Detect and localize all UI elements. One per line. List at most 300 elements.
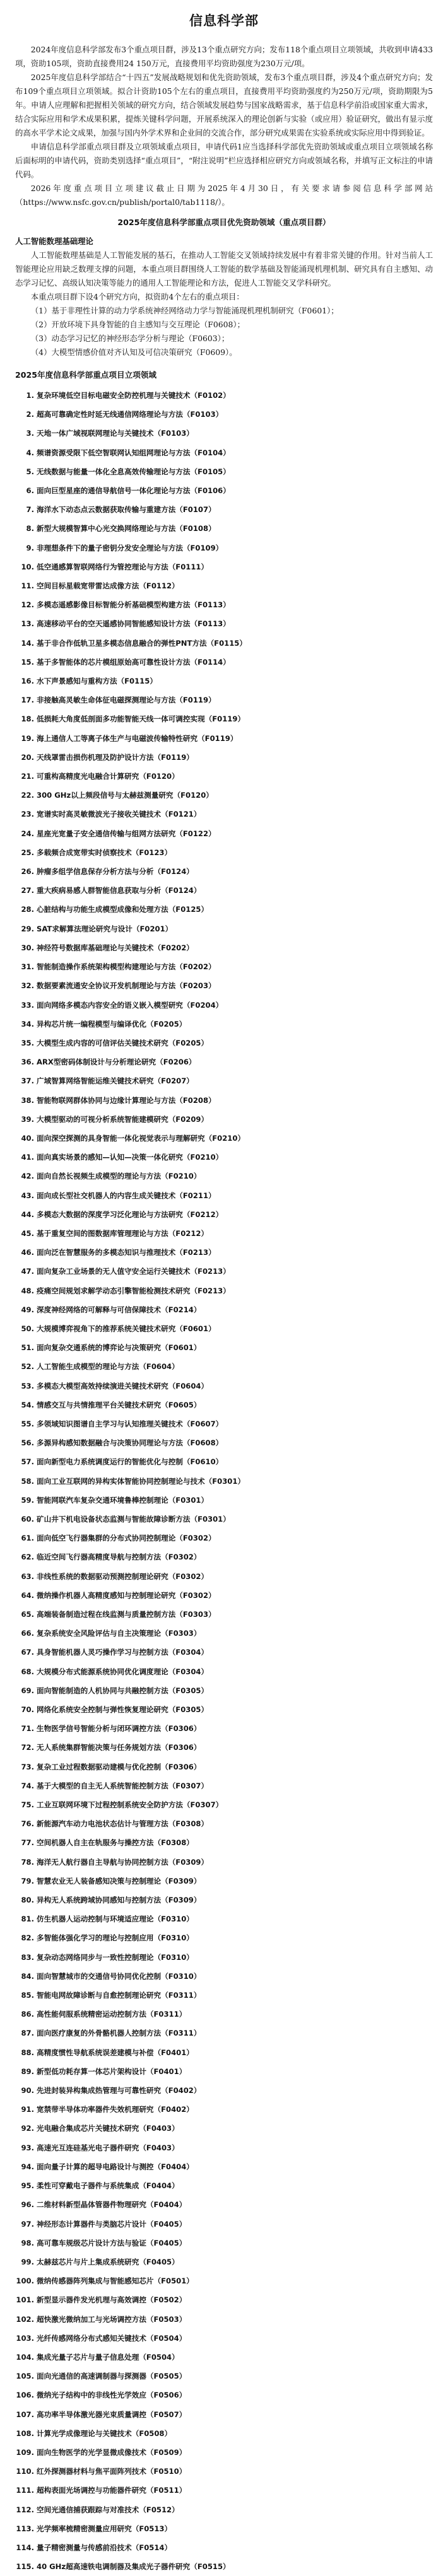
list-item (15, 2081, 433, 2100)
list-item-text: 光学频率梳精密测量应用研究（F0513） (37, 2524, 172, 2533)
list-item-text: 300 GHz以上频段信号与太赫兹测量研究（F0120） (37, 791, 213, 800)
list-item (15, 1015, 433, 1034)
list-item-text: 可重构高精度光电融合计算研究（F0120） (37, 772, 179, 781)
list-item-text: 智能制造操作系统架构模型构建理论与方法（F0202） (37, 962, 216, 972)
list-item-text: 面向智能制造的人机协同与共融控制方法（F0305） (37, 1686, 209, 1695)
list-item-text: 情感交互与共情推理平台关键技术研究（F0605） (37, 1400, 201, 1409)
list-item-number: 29. (21, 924, 34, 933)
list-item-text: 面向新型电力系统调度运行的智能优化与控制（F0610） (37, 1457, 223, 1467)
list-item-number: 63. (21, 1571, 34, 1581)
list-item (15, 1567, 433, 1586)
list-item-number: 91. (21, 2105, 34, 2114)
list-item-number: 39. (21, 1114, 34, 1124)
field-heading: 2025年度信息科学部重点项目立项领域 (15, 370, 156, 380)
list-item (15, 2405, 433, 2424)
list-item-text: SAT求解算法理论研究与设计（F0201） (37, 924, 173, 933)
list-item-text: 面向复杂工业场景的无人值守安全运行关键技术（F0213） (37, 1267, 230, 1276)
list-item (15, 843, 433, 862)
list-item-text: 新能源汽车动力电池状态估计与管理方法（F0308） (37, 1819, 209, 1829)
list-item (15, 1091, 433, 1110)
list-item-number: 22. (21, 791, 34, 800)
list-item-text: 多模态大模型高效持续演进关键技术研究（F0604） (37, 1381, 209, 1390)
list-item-number: 70. (21, 1705, 34, 1715)
intro-paragraph-3: 申请信息科学部重点项目群及立项领域重点项目，申请代码1应当选择科学部优先资助领域或重点项目立项领域名称后面标明的申请代码，资助类别选择“重点项目”，“附注说明”栏应选择相应研究方向或领域名称，并填写正文标注的申请代码。 (15, 142, 433, 179)
list-item-text: 无人系统集群智能决策与任务规划方法（F0306） (37, 1743, 201, 1752)
list-item-text: 新型低功耗存算一体芯片架构设计（F0401） (37, 2066, 187, 2076)
list-item (15, 653, 433, 672)
list-item-number: 23. (21, 810, 34, 819)
list-item (15, 424, 433, 443)
list-item-text: 广域智算网络智能运维关键技术研究（F0207） (37, 1076, 194, 1086)
list-item-number: 65. (21, 1610, 34, 1619)
list-item-number: 53. (21, 1381, 34, 1390)
list-item (15, 2329, 433, 2348)
list-item-text: 非接触高灵敏生命体征电磁探测理论与方法（F0119） (37, 696, 216, 705)
list-item (15, 691, 433, 709)
list-item (15, 1928, 433, 1947)
list-item-number: 3. (26, 429, 34, 438)
list-item-text: 多源异构感知数据融合与决策协同理论与方法（F0608） (37, 1438, 223, 1448)
list-item-text: 空间目标星载宽带雷达成像方法（F0112） (37, 581, 179, 591)
list-item-number: 67. (21, 1648, 34, 1657)
list-item-text: 新型大规模智算中心光交换网络理论与方法（F0108） (37, 524, 216, 533)
list-item-text: 高精度惯性导航系统误差建模与补偿（F0401） (37, 2048, 194, 2057)
list-item-text: 面向智慧城市的交通信号协同优化控制（F0310） (37, 1971, 201, 1981)
list-item-number: 6. (26, 486, 34, 496)
list-item (15, 996, 433, 1015)
list-item-number: 108. (16, 2428, 34, 2438)
list-item (15, 1986, 433, 2005)
list-item (15, 1967, 433, 1986)
list-item-number: 16. (21, 677, 34, 686)
list-item (15, 1300, 433, 1319)
list-item-number: 89. (21, 2066, 34, 2076)
list-item-text: 面向自然长视频生成模型的理论与方法（F0210） (37, 1172, 201, 1181)
list-item-number: 44. (21, 1209, 34, 1219)
list-item-number: 10. (21, 562, 34, 571)
list-item-number: 33. (21, 1000, 34, 1010)
list-item (15, 862, 433, 881)
list-item-text: ARX型密码体制设计与分析理论研究（F0206） (37, 1058, 196, 1067)
list-item-number: 90. (21, 2086, 34, 2095)
list-item-text: 面向真实场景的感知—认知—决策一体化研究（F0210） (37, 1153, 223, 1162)
list-item-text: 生物医学信号智能分析与闭环调控方法（F0306） (37, 1724, 201, 1734)
list-item-text: 多领域知识图谱自主学习与认知推理关键技术（F0607） (37, 1419, 223, 1428)
list-item-number: 72. (21, 1743, 34, 1752)
list-item-number: 35. (21, 1038, 34, 1047)
list-item-text: 智能网联汽车复杂交通环境鲁棒控制理论（F0301） (37, 1495, 209, 1505)
list-item (15, 2443, 433, 2462)
list-item-text: 非线性系统的数据驱动预测控制理论研究（F0302） (37, 1571, 209, 1581)
list-item-text: 面向巨型星座的通信导航信号一体化理论与方法（F0106） (37, 486, 230, 496)
list-item-number: 104. (16, 2352, 34, 2362)
list-item-text: 工业互联网环境下过程控制系统安全防护方法（F0307） (37, 1800, 223, 1810)
list-item (15, 481, 433, 500)
page-title: 信息科学部 (189, 13, 259, 28)
list-item-number: 107. (16, 2410, 34, 2419)
list-item-text: 40 GHz超高速铁电调制器及集成光子器件研究（F0515） (37, 2562, 230, 2572)
list-item-number: 88. (21, 2048, 34, 2057)
list-item-text: 智能电网故障诊断与自愈控制理论研究（F0311） (37, 1991, 201, 2000)
list-item (15, 1853, 433, 1872)
list-item-number: 113. (16, 2524, 34, 2533)
list-item-number: 56. (21, 1438, 34, 1448)
list-item (15, 1167, 433, 1186)
list-item (15, 2271, 433, 2290)
list-item (15, 1338, 433, 1357)
intro-paragraph-4-text: 2026年度重点项目立项建议截止日期为2025年4月30日，有关要求请参阅信息科学部网站（ (15, 184, 433, 207)
list-item-text: 面向低空飞行器集群的分布式协同控制理论（F0302） (37, 1534, 216, 1543)
research-direction: （3）动态学习记忆的神经形态学分析与理论（F0603）； (30, 334, 230, 343)
list-item (15, 2195, 433, 2214)
list-item (15, 1738, 433, 1757)
list-item (15, 1624, 433, 1643)
list-item-number: 59. (21, 1495, 34, 1505)
list-item-number: 20. (21, 752, 34, 762)
list-item (15, 614, 433, 633)
list-item-number: 96. (21, 2200, 34, 2210)
list-item-text: 基于重复空间的图数据库管理理论与方法（F0212） (37, 1228, 209, 1238)
list-item-text: 集成光量子芯片与量子信息处理（F0504） (37, 2352, 179, 2362)
list-item-number: 5. (26, 467, 34, 476)
list-item (15, 1052, 433, 1071)
list-item (15, 2481, 433, 2500)
list-item-text: 星座光宽量子安全通信传输与组网方法研究（F0122） (37, 829, 216, 838)
list-item-number: 25. (21, 848, 34, 857)
list-item-number: 85. (21, 1991, 34, 2000)
list-item-text: 量子精密测量与传感前沿技术（F0514） (37, 2543, 172, 2552)
list-item-text: 面向工业互联网的异构实体智能协同控制理论与技术（F0301） (37, 1476, 245, 1486)
list-item-number: 51. (21, 1343, 34, 1353)
list-item-number: 7. (26, 505, 34, 515)
list-item-text: 心脏结构与功能生成模型成像和处理方法（F0125） (37, 905, 209, 914)
list-item-number: 77. (21, 1838, 34, 1848)
list-item-text: 频谱资源受限下低空智联网认知组网理论与方法（F0104） (37, 448, 230, 457)
list-item-number: 8. (26, 524, 34, 533)
list-item (15, 1776, 433, 1795)
list-item (15, 786, 433, 805)
field-list (15, 386, 433, 2576)
list-item-text: 面向泛在智慧服务的多模态知识与推理技术（F0213） (37, 1248, 216, 1257)
list-item (15, 2500, 433, 2519)
list-item (15, 1472, 433, 1491)
list-item-text: 低空通感算智联网络行为管控理论与方法（F0111） (37, 562, 209, 571)
list-item-text: 基于非合作低轨卫星多模态信息融合的弹性PNT方法（F0115） (37, 638, 247, 648)
list-item-text: 面向生物医学的光学显微成像技术（F0509） (37, 2447, 187, 2457)
list-item-text: 超快激光微纳加工与光场调控方法（F0503） (37, 2314, 187, 2324)
list-item-number: 66. (21, 1629, 34, 1638)
list-item-number: 28. (21, 905, 34, 914)
list-item (15, 1262, 433, 1281)
list-item (15, 1529, 433, 1547)
list-item-text: 太赫兹芯片与片上集成系统研究（F0405） (37, 2257, 179, 2266)
list-item-text: 超高可靠确定性时延无线通信网络理论与方法（F0103） (37, 410, 223, 419)
list-item-number: 52. (21, 1362, 34, 1372)
list-item (15, 2005, 433, 2024)
list-item-number: 11. (21, 581, 34, 591)
list-item-number: 105. (16, 2372, 34, 2381)
list-item-text: 重大疾病易感人群智能信息获取与分析（F0124） (37, 886, 201, 895)
list-item (15, 1377, 433, 1396)
list-item-number: 64. (21, 1590, 34, 1600)
list-item (15, 386, 433, 405)
list-item (15, 1433, 433, 1452)
intro-section (15, 43, 433, 209)
list-item-number: 78. (21, 1857, 34, 1867)
list-item (15, 1510, 433, 1529)
list-item (15, 595, 433, 614)
list-item-number: 34. (21, 1019, 34, 1029)
list-item-text: 无线数据与能量一体化全息高效传输理论与方法（F0105） (37, 467, 230, 476)
group-name: 人工智能数理基础理论 (15, 236, 93, 246)
list-item-number: 57. (21, 1457, 34, 1467)
list-item (15, 2062, 433, 2081)
list-item-text: 复杂系统安全风险评估与自主决策理论（F0303） (37, 1629, 201, 1638)
list-item-text: 智慧农业无人装备感知决策与控制理论（F0309） (37, 1876, 201, 1885)
list-item-text: 超构表面光场调控与功能器件研究（F0511） (37, 2486, 187, 2495)
list-item-number: 54. (21, 1400, 34, 1409)
list-item-text: 多模态大数据的深度学习泛化理论与方法研究（F0212） (37, 1209, 223, 1219)
list-item (15, 2557, 433, 2576)
list-item-text: 高功率半导体激光器光束质量调控（F0507） (37, 2410, 187, 2419)
list-item (15, 1129, 433, 1148)
list-item (15, 1281, 433, 1300)
list-item-text: 微纳操作机器人高精度感知与控制理论研究（F0302） (37, 1590, 216, 1600)
list-item-text: 高速移动平台的空天遥感协同智能感知设计方法（F0113） (37, 619, 230, 629)
list-item-number: 61. (21, 1534, 34, 1543)
research-direction: （4）大模型情感价值对齐认知及可信决策研究（F0609）。 (30, 347, 237, 357)
list-item (15, 805, 433, 824)
research-direction: （2）开放环境下具身智能的自主感知与交互理论（F0608）； (30, 320, 245, 329)
list-item-number: 110. (16, 2467, 34, 2476)
list-item-text: 大规模博弈视角下的推荐系统关键技术研究（F0601） (37, 1324, 216, 1333)
list-item-text: 复杂动态网络同步与一致性控制理论（F0310） (37, 1952, 194, 1962)
list-item (15, 2519, 433, 2538)
list-item-text: 高性能伺服系统精密运动控制方法（F0311） (37, 2010, 187, 2019)
list-item (15, 576, 433, 595)
project-group (15, 235, 433, 359)
list-item-number: 86. (21, 2010, 34, 2019)
list-item-number: 103. (16, 2333, 34, 2343)
list-item-number: 15. (21, 657, 34, 667)
list-item-number: 31. (21, 962, 34, 972)
list-item (15, 1795, 433, 1814)
list-item (15, 2100, 433, 2119)
list-item (15, 938, 433, 957)
list-item-text: 复杂环境低空目标电磁安全防控机理与关键技术（F0102） (37, 391, 230, 400)
list-item (15, 1891, 433, 1909)
list-item (15, 1396, 433, 1414)
list-item (15, 748, 433, 767)
list-item-number: 9. (26, 543, 34, 552)
list-item-number: 27. (21, 886, 34, 895)
list-item-text: 基于多智能体的芯片模组原始高可靠性设计方法（F0114） (37, 657, 230, 667)
list-item (15, 2157, 433, 2176)
list-item (15, 1700, 433, 1719)
list-item (15, 919, 433, 938)
list-item-text: 海洋无人航行器自主导航与协同控制方法（F0309） (37, 1857, 209, 1867)
list-item-number: 87. (21, 2029, 34, 2038)
list-item (15, 1814, 433, 1833)
list-item (15, 1110, 433, 1129)
list-item (15, 900, 433, 919)
nsfc-website-link[interactable]: https://www.nsfc.gov.cn/publish/portal0/tab1118/ (23, 197, 218, 207)
list-item-text: 面向成长型社交机器人的内容生成关键技术（F0211） (37, 1191, 216, 1200)
list-item-text: 神经形态计算器件与类脑芯片设计（F0405） (37, 2219, 187, 2229)
list-item (15, 634, 433, 653)
list-item-number: 98. (21, 2238, 34, 2247)
list-item-text: 多智能体强化学习的理论与控制应用（F0310） (37, 1933, 194, 1943)
list-item-number: 38. (21, 1095, 34, 1105)
list-item (15, 462, 433, 481)
list-item-text: 天线罩雷击损伤机理及防护设计方法（F0119） (37, 752, 194, 762)
group-plan: 本重点项目群下设4个研究方向，拟资助4个左右的重点项目： (30, 292, 244, 301)
list-item (15, 2043, 433, 2062)
list-item-number: 106. (16, 2391, 34, 2400)
list-item (15, 1357, 433, 1376)
list-item (15, 1071, 433, 1090)
list-item-number: 46. (21, 1248, 34, 1257)
list-item-number: 100. (16, 2276, 34, 2286)
list-item-number: 62. (21, 1553, 34, 1562)
list-item-number: 71. (21, 1724, 34, 1734)
list-item-text: 微纳光子结构中的非线性光学效应（F0506） (37, 2391, 187, 2400)
list-item-number: 48. (21, 1286, 34, 1295)
list-item-number: 21. (21, 772, 34, 781)
list-item (15, 1491, 433, 1510)
list-item-number: 114. (16, 2543, 34, 2552)
list-item-text: 水下声景感知与重构方法（F0115） (37, 677, 157, 686)
list-item (15, 1643, 433, 1662)
list-item-number: 68. (21, 1667, 34, 1676)
list-item (15, 2253, 433, 2271)
list-item-number: 19. (21, 733, 34, 743)
list-item (15, 1872, 433, 1891)
list-item (15, 2119, 433, 2138)
list-item-text: 异构芯片统一编程模型与编译优化（F0205） (37, 1019, 187, 1029)
list-item-text: 空间光通信捕获跟踪与对准技术（F0512） (37, 2505, 179, 2514)
list-item-number: 1. (26, 391, 34, 400)
list-item (15, 519, 433, 538)
list-item (15, 1414, 433, 1433)
list-item-number: 24. (21, 829, 34, 838)
list-item (15, 672, 433, 691)
list-item-text: 红外探测器材料与焦平面阵列技术（F0510） (37, 2467, 187, 2476)
list-item-text: 面向复杂交通系统的博弈论与决策研究（F0601） (37, 1343, 201, 1353)
list-item-text: 大模型生成内容的可信评估关键技术研究（F0205） (37, 1038, 209, 1047)
list-item-text: 面向光通信的高速调制器与探测器（F0505） (37, 2372, 187, 2381)
list-item-number: 112. (16, 2505, 34, 2514)
list-item-number: 4. (26, 448, 34, 457)
list-item (15, 1034, 433, 1052)
list-item-number: 40. (21, 1133, 34, 1143)
list-item-text: 面向量子计算的超导电路设计与测控（F0404） (37, 2162, 194, 2171)
list-item (15, 2538, 433, 2557)
list-item (15, 1681, 433, 1700)
list-item-text: 异构无人系统跨域协同感知与控制方法（F0309） (37, 1896, 201, 1905)
list-item-text: 神经符号数据库基础理论与关键技术（F0202） (37, 943, 194, 952)
list-item (15, 405, 433, 424)
intro-paragraph-2: 2025年度信息科学部结合“十四五”发展战略规划和优先资助领域，发布3个重点项目群，涉及4个重点研究方向；发布109个重点项目立项领域。拟合计资助105个左右的重点项目，直接费用平均资助强度约为250万元/项，资助期限为5年。申请人应理解和把握相关领域的研究方向，结合领域发展趋势与国家战略需求，基于信息科学前沿或国家重大需求，结合实际应用和学术成果积累，提炼关键科学问题，开展系统深入的理论创新与实验（或应用）验证研究，做出有显示度的高水平学术论文成果，加强与国内外学术界和企业间的交流合作，部分研究成果需在实验系统或实际应用中得到验证。 (15, 73, 433, 137)
list-item (15, 957, 433, 976)
list-item-number: 99. (21, 2257, 34, 2266)
list-item-text: 宽禁带半导体功率器件失效机理研究（F0402） (37, 2105, 194, 2114)
list-item (15, 1662, 433, 1681)
list-item (15, 557, 433, 576)
list-item (15, 2024, 433, 2043)
list-item-text: 基于大模型的自主无人系统智能控制方法（F0307） (37, 1781, 209, 1790)
list-item-text: 深度神经网络的可解释与可信保障技术（F0214） (37, 1305, 201, 1314)
list-item-text: 海洋水下动态点云数据获取传输与重建方法（F0107） (37, 505, 216, 515)
list-item-number: 30. (21, 943, 34, 952)
list-item-text: 天地一体广域视联网理论与关键技术（F0103） (37, 429, 194, 438)
list-item (15, 1243, 433, 1262)
list-item (15, 2386, 433, 2404)
list-item-number: 55. (21, 1419, 34, 1428)
list-item-text: 疫痛空间规划求解学动态引擎智能检测技术研究（F0213） (37, 1286, 230, 1295)
list-item (15, 1948, 433, 1967)
list-item-text: 先进封装异构集成热管理与可靠性研究（F0402） (37, 2086, 201, 2095)
list-item-number: 69. (21, 1686, 34, 1695)
list-item (15, 1224, 433, 1243)
list-item (15, 1757, 433, 1776)
list-item (15, 2424, 433, 2443)
list-item-number: 42. (21, 1172, 34, 1181)
research-direction: （1）基于非理性计算的动力学系统神经网络动力学与智能涌现机理机制研究（F0601）； (30, 306, 339, 315)
list-item-number: 75. (21, 1800, 34, 1810)
list-item-text: 低损耗大角度低剖面多功能智能天线一体可调控实现（F0119） (37, 714, 245, 724)
list-item-number: 109. (16, 2447, 34, 2457)
list-item-text: 新型显示器件发光机理与高效调控（F0502） (37, 2295, 187, 2305)
group-description: 人工智能数理基础是人工智能发展的基石，在推动人工智能交叉领域持续发展中有着非常关键的作用。针对当前人工智能理论应用缺乏数理支撑的问题，本重点项目群围绕人工智能的数学基础及智能涌现机理机制、研究具有自主感知、动态学习记忆、高级认知决策等能力的通用人工智能理论和方法，促进人工智能交叉学科研究。 (15, 250, 433, 288)
list-item-number: 13. (21, 619, 34, 629)
list-item-text: 多载频合成宽带实时侦察技术（F0123） (37, 848, 172, 857)
list-item (15, 1586, 433, 1605)
list-item (15, 1605, 433, 1624)
list-item (15, 2138, 433, 2157)
list-item-number: 76. (21, 1819, 34, 1829)
intro-paragraph-1: 2024年度信息科学部发布3个重点项目群，涉及13个重点研究方向；发布118个重点项目立项领域，共收到申请433项，资助105项，资助直接费用24 150万元，直接费用平均资助强度为230万元/项。 (15, 45, 433, 68)
list-item-text: 复杂工业过程数据驱动建模与优化控制（F0306） (37, 1762, 201, 1771)
list-item-number: 36. (21, 1058, 34, 1067)
list-item-text: 仿生机器人运动控制与环境适应理论（F0310） (37, 1915, 194, 1924)
list-item (15, 2462, 433, 2481)
list-item-text: 非理想条件下的量子密钥分发安全理论与方法（F0109） (37, 543, 223, 552)
list-item-text: 多模态遥感影像目标智能分析基础模型构建方法（F0113） (37, 600, 230, 610)
list-item-text: 矿山井下机电设备状态监测与智能故障诊断方法（F0301） (37, 1514, 230, 1524)
list-item-number: 41. (21, 1153, 34, 1162)
list-item-number: 45. (21, 1228, 34, 1238)
list-item-text: 计算光学成像理论与关键技术（F0508） (37, 2428, 172, 2438)
intro-paragraph-4 (15, 182, 433, 209)
list-item-text: 面向医疗康复的外骨骼机器人控制方法（F0311） (37, 2029, 201, 2038)
group-heading: 2025年度信息科学部重点项目优先资助领域（重点项目群） (117, 218, 331, 227)
list-item-number: 50. (21, 1324, 34, 1333)
list-item (15, 824, 433, 843)
list-item-number: 84. (21, 1971, 34, 1981)
list-item-text: 人工智能生成模型的理论与方法（F0604） (37, 1362, 179, 1372)
list-item-number: 17. (21, 696, 34, 705)
list-item-number: 92. (21, 2124, 34, 2133)
list-item-number: 2. (26, 410, 34, 419)
list-item (15, 767, 433, 786)
list-item-number: 97. (21, 2219, 34, 2229)
list-item-text: 高端装备制造过程在线监测与质量控制方法（F0303） (37, 1610, 216, 1619)
list-item-number: 18. (21, 714, 34, 724)
list-item-text: 海上通信人工等离子体生产与电磁波传输特性研究（F0119） (37, 733, 238, 743)
list-item-text: 大模型驱动的可视分析系统智能建模研究（F0209） (37, 1114, 209, 1124)
list-item (15, 729, 433, 748)
